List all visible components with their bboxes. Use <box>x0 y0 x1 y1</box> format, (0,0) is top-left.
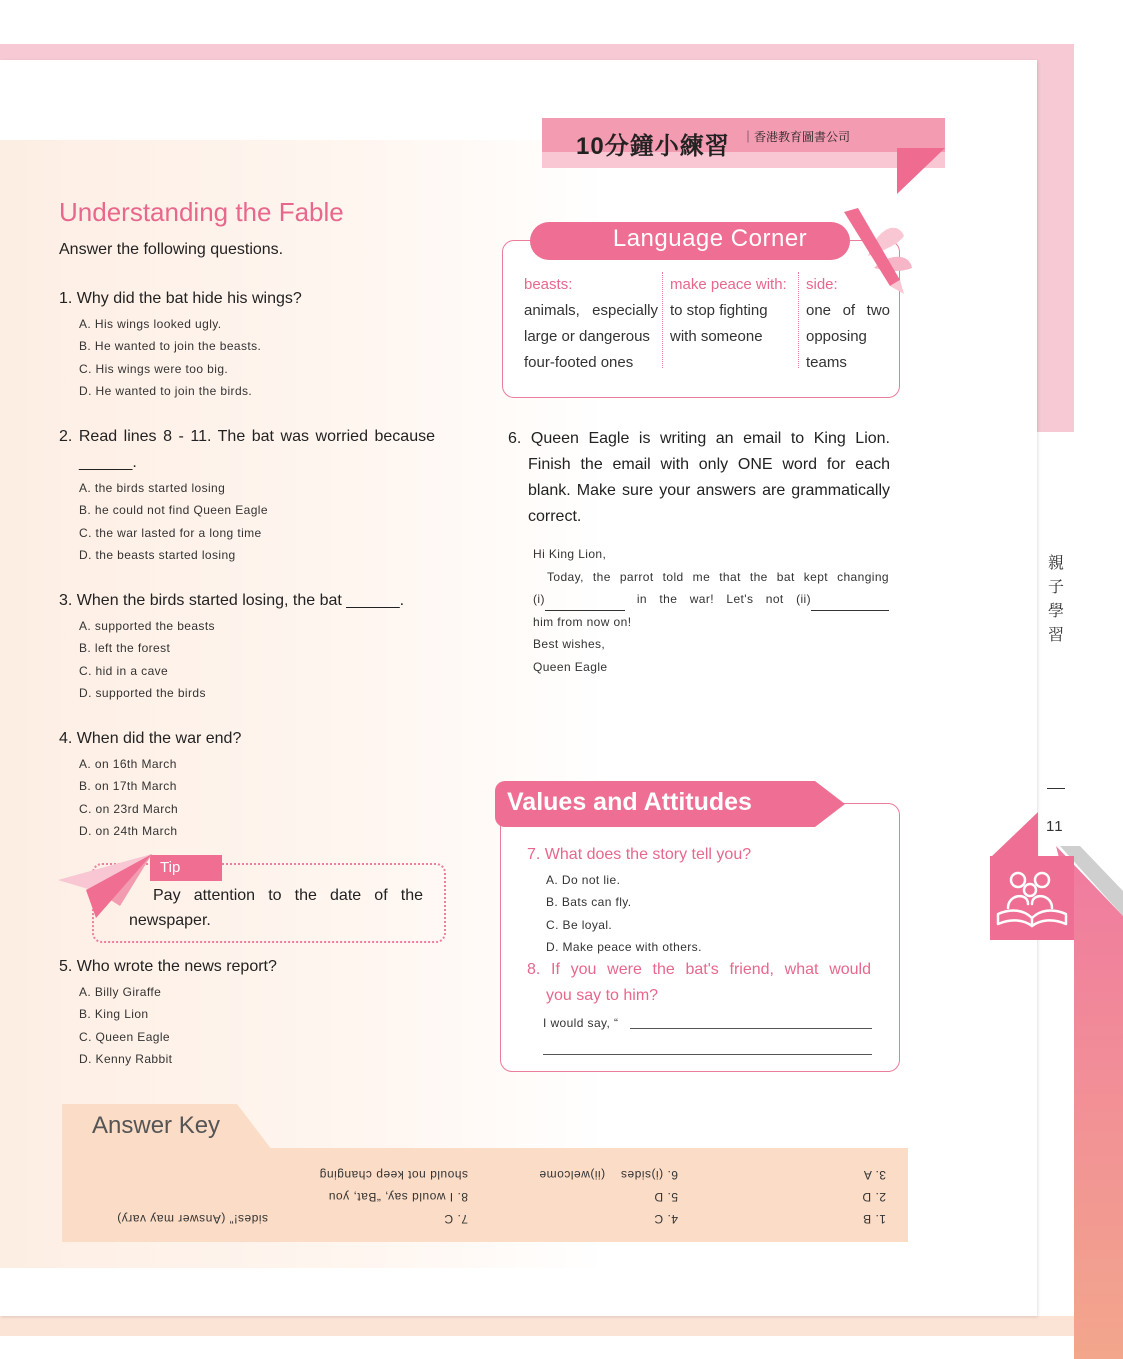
q4-option-a[interactable]: A. on 16th March <box>79 757 177 771</box>
q5-option-b[interactable]: B. King Lion <box>79 1007 149 1021</box>
answer-1: 1. B <box>862 1212 886 1226</box>
q7-option-d[interactable]: D. Make peace with others. <box>546 940 702 954</box>
lc-word-beasts: beasts: <box>524 276 573 293</box>
question-7: 7. What does the story tell you? <box>527 846 752 863</box>
side-label: 親子學習 <box>1047 555 1064 644</box>
answer-key-title: Answer Key <box>92 1112 221 1139</box>
family-reading-icon <box>990 856 1074 940</box>
page-number: 11 <box>1046 818 1064 835</box>
question-3: 3. When the birds started losing, the bat ______. <box>59 592 405 609</box>
lc-separator-1 <box>662 272 663 368</box>
q2-option-d[interactable]: D. the beasts started losing <box>79 548 236 562</box>
email-signature: Queen Eagle <box>533 659 608 674</box>
q7-option-c[interactable]: C. Be loyal. <box>546 918 613 932</box>
lc-def-beasts-1: animals, especially <box>524 302 658 319</box>
tip-text-line2: newspaper. <box>129 912 211 929</box>
answer-8-line2: should not keep changing <box>319 1168 468 1182</box>
publisher-name: 香港教育圖書公司 <box>754 130 851 144</box>
blank-ii-input[interactable] <box>811 596 889 611</box>
q5-option-d[interactable]: D. Kenny Rabbit <box>79 1052 173 1066</box>
q4-option-c[interactable]: C. on 23rd March <box>79 802 179 816</box>
q1-option-a[interactable]: A. His wings looked ugly. <box>79 317 222 331</box>
section-title: Understanding the Fable <box>59 197 344 227</box>
lc-separator-2 <box>798 272 799 368</box>
email-closing: Best wishes, <box>533 637 606 651</box>
lc-def-beasts-2: large or dangerous <box>524 328 650 345</box>
lc-def-make-peace-2: with someone <box>670 328 763 345</box>
answer-3: 3. A <box>863 1168 886 1182</box>
values-title: Values and Attitudes <box>507 788 752 816</box>
lc-def-beasts-3: four-footed ones <box>524 354 634 371</box>
tip-text-line1: Pay attention to the date of the <box>153 887 423 904</box>
top-band <box>0 44 1074 60</box>
lc-word-side: side: <box>806 276 838 293</box>
q1-option-b[interactable]: B. He wanted to join the beasts. <box>79 339 262 353</box>
lc-def-side-2: opposing <box>806 328 867 345</box>
language-corner-title: Language Corner <box>612 225 808 252</box>
answer-key-content-upside-down <box>62 1148 908 1242</box>
q1-option-c[interactable]: C. His wings were too big. <box>79 362 229 376</box>
question-6-text: 6. Queen Eagle is writing an email to King Lion. Finish the email with only ONE word for each blank. Make sure your answers are grammatically correct. <box>508 430 890 525</box>
lc-entry-beasts <box>524 272 658 376</box>
email-body <box>533 543 889 678</box>
q5-option-c[interactable]: C. Queen Eagle <box>79 1030 170 1044</box>
q4-option-b[interactable]: B. on 17th March <box>79 779 177 793</box>
side-dash <box>1047 788 1065 789</box>
q2-option-c[interactable]: C. the war lasted for a long time <box>79 526 262 540</box>
question-6 <box>508 426 890 530</box>
answer-2: 2. D <box>861 1190 886 1204</box>
q7-option-b[interactable]: B. Bats can fly. <box>546 895 632 909</box>
answer-7: 7. C <box>443 1212 468 1226</box>
q5-option-a[interactable]: A. Billy Giraffe <box>79 985 162 999</box>
q8-answer-prefix: I would say, “ <box>543 1016 619 1030</box>
email-line3: him from now on! <box>533 614 632 629</box>
lc-def-side-1: one of two <box>806 302 890 319</box>
values-box <box>500 803 900 1072</box>
answer-6: 6. (i)sides (ii)welcome <box>538 1168 678 1182</box>
q1-option-d[interactable]: D. He wanted to join the birds. <box>79 384 253 398</box>
q4-option-d[interactable]: D. on 24th March <box>79 824 178 838</box>
lc-entry-side <box>806 272 890 376</box>
lc-entry-make-peace <box>670 272 798 350</box>
q8-answer-line-2[interactable] <box>543 1054 872 1055</box>
q2-option-a[interactable]: A. the birds started losing <box>79 481 226 495</box>
question-8-line1: 8. If you were the bat's friend, what would <box>527 961 871 978</box>
q3-option-d[interactable]: D. supported the birds <box>79 686 206 700</box>
q3-option-c[interactable]: C. hid in a cave <box>79 664 169 678</box>
header-title: 10分鐘小練習 <box>576 133 730 160</box>
family-reading-badge <box>990 856 1074 940</box>
blank-i-label: (i) <box>533 592 545 606</box>
section-intro: Answer the following questions. <box>59 241 284 258</box>
lc-word-make-peace: make peace with: <box>670 276 787 293</box>
q3-option-a[interactable]: A. supported the beasts <box>79 619 215 633</box>
answer-8-line3: sides!” (Answer may vary) <box>116 1212 268 1226</box>
answer-8-line1: 8. I would say, “Bat, you <box>328 1190 468 1204</box>
email-greeting: Hi King Lion, <box>533 547 607 561</box>
header-publisher: ｜香港教育圖書公司 <box>742 130 851 144</box>
q7-option-a[interactable]: A. Do not lie. <box>546 873 621 887</box>
answer-4: 4. C <box>653 1212 678 1226</box>
question-8-line2: you say to him? <box>546 987 659 1004</box>
tip-label: Tip <box>160 859 181 876</box>
lc-def-side-3: teams <box>806 354 847 371</box>
right-top-band-tip <box>1037 414 1074 432</box>
question-1: 1. Why did the bat hide his wings? <box>59 290 302 307</box>
lc-def-make-peace-1: to stop fighting <box>670 302 768 319</box>
question-5: 5. Who wrote the news report? <box>59 958 277 975</box>
email-line1: Today, the parrot told me that the bat kept changing <box>547 569 889 584</box>
q2-option-b[interactable]: B. he could not find Queen Eagle <box>79 503 268 517</box>
answer-5: 5. D <box>653 1190 678 1204</box>
question-2-blank: ______. <box>79 454 137 471</box>
question-4: 4. When did the war end? <box>59 730 242 747</box>
blank-i-input[interactable] <box>545 596 625 611</box>
q8-answer-line-1[interactable] <box>630 1028 872 1029</box>
question-2: 2. Read lines 8 - 11. The bat was worried because <box>59 428 435 445</box>
email-line2-text: in the war! Let's not (ii) <box>636 592 811 606</box>
q3-option-b[interactable]: B. left the forest <box>79 641 171 655</box>
email-line2 <box>533 588 889 611</box>
bottom-band <box>0 1316 1074 1336</box>
right-top-band <box>1037 44 1074 432</box>
